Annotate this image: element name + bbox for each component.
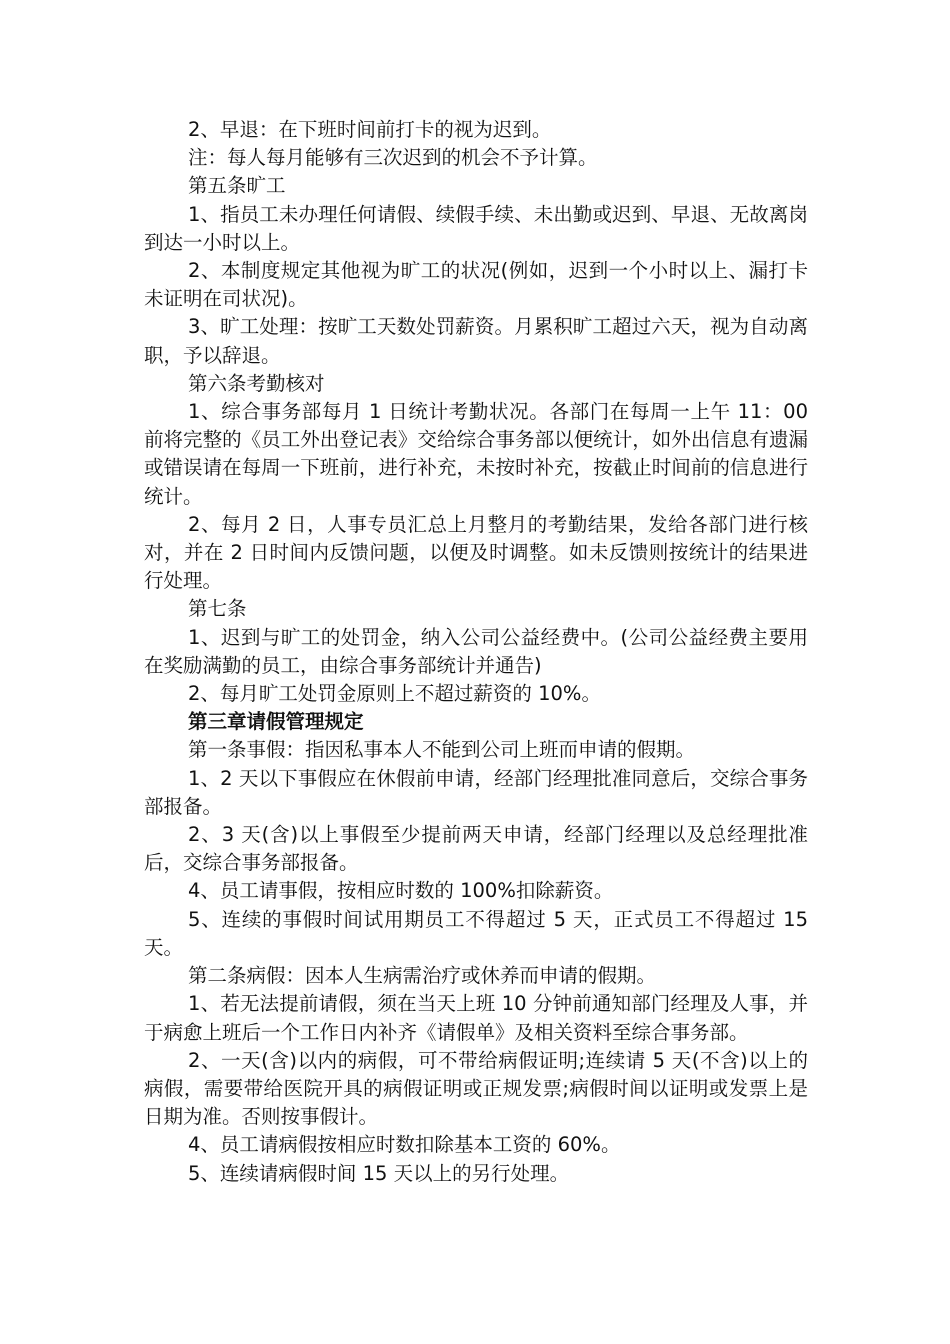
- paragraph: 4、员工请事假，按相应时数的 100%扣除薪资。: [188, 879, 614, 903]
- paragraph: 2、3 天(含)以上事假至少提前两天申请，经部门经理以及总经理批准后，交综合事务部报备。: [144, 823, 808, 875]
- section-heading: 第六条考勤核对: [188, 371, 325, 395]
- paragraph: 1、迟到与旷工的处罚金，纳入公司公益经费中。(公司公益经费主要用在奖励满勤的员工，由综合事务部统计并通告): [144, 625, 808, 677]
- document-page: [144, 116, 808, 1188]
- paragraph: 2、本制度规定其他视为旷工的状况(例如，迟到一个小时以上、漏打卡未证明在司状况)。: [144, 259, 808, 311]
- section-heading: 第五条旷工: [188, 174, 286, 198]
- section-heading: 第一条事假：指因私事本人不能到公司上班而申请的假期。: [188, 738, 696, 762]
- paragraph: 注：每人每月能够有三次迟到的机会不予计算。: [188, 146, 598, 170]
- paragraph: 1、若无法提前请假，须在当天上班 10 分钟前通知部门经理及人事，并于病愈上班后一个工作日内补齐《请假单》及相关资料至综合事务部。: [144, 992, 808, 1044]
- paragraph: 2、每月旷工处罚金原则上不超过薪资的 10%。: [188, 682, 601, 706]
- paragraph: 5、连续请病假时间 15 天以上的另行处理。: [188, 1161, 570, 1185]
- paragraph: 1、指员工未办理任何请假、续假手续、未出勤或迟到、早退、无故离岗到达一小时以上。: [144, 202, 808, 254]
- paragraph: 4、员工请病假按相应时数扣除基本工资的 60%。: [188, 1133, 621, 1157]
- chapter-heading: 第三章请假管理规定: [188, 710, 364, 734]
- paragraph: 2、一天(含)以内的病假，可不带给病假证明;连续请 5 天(不含)以上的病假，需要带给医院开具的病假证明或正规发票;病假时间以证明或发票上是日期为准。否则按事假计。: [144, 1048, 808, 1129]
- section-heading: 第七条: [188, 597, 247, 621]
- paragraph: 3、旷工处理：按旷工天数处罚薪资。月累积旷工超过六天，视为自动离职，予以辞退。: [144, 315, 808, 367]
- section-heading: 第二条病假：因本人生病需治疗或休养而申请的假期。: [188, 964, 657, 988]
- paragraph: 1、综合事务部每月 1 日统计考勤状况。各部门在每周一上午 11：00 前将完整的《员工外出登记表》交给综合事务部以便统计，如外出信息有遗漏或错误请在每周一下班前，进行补充，未按时补充，按截止时间前的信息进行统计。: [144, 400, 808, 508]
- paragraph: 5、连续的事假时间试用期员工不得超过 5 天，正式员工不得超过 15 天。: [144, 907, 808, 959]
- paragraph: 2、早退：在下班时间前打卡的视为迟到。: [188, 118, 552, 141]
- paragraph: 1、2 天以下事假应在休假前申请，经部门经理批准同意后，交综合事务部报备。: [144, 766, 808, 818]
- paragraph: 2、每月 2 日，人事专员汇总上月整月的考勤结果，发给各部门进行核对，并在 2 日时间内反馈问题，以便及时调整。如未反馈则按统计的结果进行处理。: [144, 512, 808, 593]
